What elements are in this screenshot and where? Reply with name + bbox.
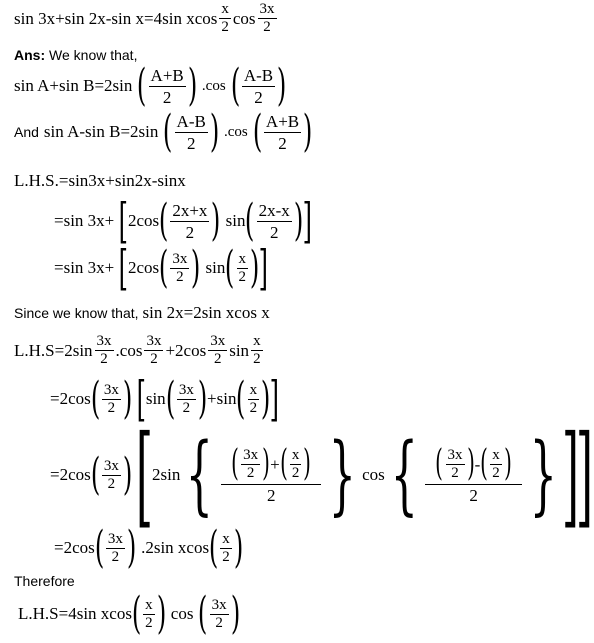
left-paren: ( (165, 373, 175, 424)
step-mid: .2sin xcos (141, 538, 210, 557)
left-paren: ( (208, 522, 219, 573)
numerator (221, 443, 321, 485)
identity-mid: .cos (201, 77, 226, 94)
left-paren: ( (90, 449, 101, 500)
right-paren: ) (122, 449, 133, 500)
left-bracket: [ (118, 193, 129, 249)
and-word: And (14, 124, 39, 140)
final-prefix: L.H.S=4sin xcos (18, 604, 132, 623)
step-prefix: L.H.S=2sin (14, 340, 93, 360)
identity-lhs: sin A-sin B=2sin (43, 122, 159, 141)
numerator: 3x (211, 596, 227, 613)
numerator: 3x (447, 446, 463, 463)
denominator: 2 (222, 548, 230, 565)
left-paren: ( (198, 588, 208, 639)
fraction (208, 334, 227, 367)
numerator: A+B (265, 111, 300, 131)
step-prefix: =sin 3x+ (54, 258, 115, 277)
denominator: 2 (107, 399, 116, 416)
cos-term: 2cos (128, 258, 160, 277)
left-bracket: [ (136, 371, 147, 427)
denominator: 2 (100, 351, 108, 367)
fraction (446, 448, 465, 481)
problem-statement (14, 2, 279, 35)
right-paren: ) (156, 588, 166, 639)
right-paren: ) (303, 443, 312, 484)
denominator: 2 (253, 351, 261, 367)
right-bracket: ] (302, 193, 313, 249)
sin-term: sin (145, 389, 166, 408)
right-paren: ) (276, 60, 287, 111)
therefore-text: Therefore (14, 573, 75, 589)
numerator: A-B (243, 65, 274, 85)
denominator: 2 (145, 614, 153, 631)
numerator: 2x+x (172, 200, 208, 220)
big-fraction (425, 443, 521, 505)
right-paren: ) (197, 373, 208, 424)
numerator: 3x (178, 381, 194, 398)
denominator: 2 (111, 548, 120, 565)
numerator: 3x (172, 250, 188, 267)
left-paren: ( (131, 588, 142, 639)
right-paren: ) (211, 195, 221, 246)
fraction (248, 383, 260, 416)
lhs-definition: L.H.S.=sin3x+sin2x-sinx (14, 171, 186, 190)
right-paren: ) (260, 373, 271, 424)
fraction (177, 383, 196, 416)
step-mid: +2cos (165, 340, 207, 360)
fraction (237, 252, 249, 285)
right-paren: ) (187, 60, 198, 111)
fraction (251, 334, 263, 367)
left-paren: ( (159, 195, 169, 246)
numerator: 3x (103, 381, 119, 398)
right-paren: ) (126, 522, 137, 573)
right-paren: ) (262, 443, 271, 484)
left-paren: ( (94, 522, 105, 573)
fraction (210, 598, 229, 631)
step-6 (54, 522, 244, 573)
denominator: 2 (291, 464, 300, 481)
sin-term: 2sin (152, 465, 181, 484)
step-prefix: =sin 3x+ (54, 211, 115, 230)
numerator: 3x (146, 333, 162, 349)
left-bracket: [ (135, 411, 154, 539)
fraction (220, 532, 232, 565)
fraction (170, 202, 209, 241)
right-bracket: ] (561, 411, 579, 539)
left-paren: ( (435, 443, 444, 484)
identity-difference (14, 106, 313, 157)
step-mid: .cos (115, 340, 143, 360)
denominator: 2 (254, 87, 263, 107)
problem-mid: cos (232, 8, 256, 28)
identity-sum (14, 60, 287, 111)
step-prefix: =2cos (50, 389, 91, 408)
step-5 (50, 411, 594, 539)
left-bracket: [ (118, 240, 129, 296)
denominator: 2 (150, 351, 158, 367)
right-paren: ) (209, 106, 220, 157)
sin-term: sin (205, 258, 226, 277)
right-bracket: ] (576, 411, 594, 539)
right-paren: ) (249, 242, 260, 293)
denominator: 2 (182, 399, 191, 416)
cos-term: 2cos (128, 211, 160, 230)
right-brace: } (529, 425, 557, 525)
identity-lhs: sin A+sin B=2sin (14, 76, 133, 95)
fraction (144, 334, 163, 367)
fraction (258, 2, 277, 35)
fraction (149, 67, 186, 106)
numerator: x (249, 381, 258, 398)
numerator: A+B (150, 65, 184, 85)
plus-sign: + (270, 454, 280, 474)
identity-mid: .cos (224, 123, 248, 140)
numerator: x (492, 446, 500, 463)
right-paren: ) (233, 522, 244, 573)
fraction (490, 448, 502, 481)
denominator: 2 (246, 464, 255, 481)
problem-lhs: sin 3x+sin 2x-sin x=4sin xcos (14, 8, 218, 28)
step-prefix: =2cos (54, 538, 95, 557)
right-paren: ) (122, 373, 133, 424)
fraction (143, 598, 155, 631)
right-paren: ) (466, 443, 475, 484)
cos-term: cos (362, 465, 385, 484)
numerator: A-B (176, 111, 206, 131)
left-brace: { (390, 425, 418, 525)
denominator: 2 (263, 19, 271, 35)
denominator: 2 (469, 486, 478, 505)
numerator: x (238, 250, 247, 267)
fraction (95, 334, 114, 367)
numerator: x (221, 1, 229, 17)
right-paren: ) (230, 588, 240, 639)
left-paren: ( (137, 60, 147, 111)
denominator: 2 (213, 351, 222, 367)
left-paren: ( (230, 60, 240, 111)
answer-label: Ans: (14, 47, 46, 63)
denominator: 2 (215, 614, 223, 631)
double-angle-formula: sin 2x=2sin xcos x (142, 303, 270, 322)
step-4 (50, 371, 280, 427)
left-paren: ( (163, 106, 173, 157)
fraction (102, 383, 121, 416)
left-paren: ( (159, 242, 169, 293)
answer-intro (14, 47, 137, 63)
numerator: 3x (210, 333, 226, 349)
numerator (425, 443, 521, 485)
sin-term: sin (225, 211, 246, 230)
numerator: 3x (103, 457, 119, 474)
denominator: 2 (162, 87, 172, 107)
denominator: 2 (238, 268, 247, 285)
denominator: 2 (107, 475, 116, 492)
denominator: 2 (266, 486, 276, 505)
fraction (290, 448, 302, 481)
numerator: 3x (259, 1, 275, 17)
numerator: 2x-x (258, 200, 290, 220)
since-line (14, 303, 270, 323)
numerator: x (253, 333, 261, 349)
denominator: 2 (249, 399, 258, 416)
left-paren: ( (236, 373, 246, 424)
step-prefix: =2cos (50, 465, 91, 484)
fraction (175, 113, 208, 152)
step-mid: sin (229, 340, 250, 360)
fraction (102, 459, 121, 492)
fraction (241, 448, 260, 481)
fraction (170, 252, 189, 285)
step-1 (54, 193, 313, 249)
right-bracket: ] (258, 240, 269, 296)
denominator: 2 (176, 268, 184, 285)
right-paren: ) (293, 195, 304, 246)
denominator: 2 (185, 222, 195, 242)
fraction (264, 113, 301, 152)
right-paren: ) (191, 242, 201, 293)
answer-text: We know that, (49, 47, 138, 63)
left-paren: ( (480, 443, 489, 484)
numerator: 3x (107, 530, 123, 547)
denominator: 2 (186, 133, 196, 153)
denominator: 2 (451, 464, 459, 481)
right-paren: ) (503, 443, 512, 484)
left-paren: ( (252, 106, 263, 157)
numerator: x (291, 446, 300, 463)
fraction (106, 532, 125, 565)
left-paren: ( (90, 373, 101, 424)
left-brace: { (186, 425, 214, 525)
denominator: 2 (221, 19, 229, 35)
final-result (18, 588, 240, 639)
numerator: 3x (243, 446, 259, 463)
left-paren: ( (245, 195, 255, 246)
right-paren: ) (302, 106, 313, 157)
step-2 (54, 240, 269, 296)
since-text: Since we know that, (14, 305, 139, 321)
step-3 (14, 334, 265, 367)
left-paren: ( (279, 443, 288, 484)
final-mid: cos (170, 604, 194, 623)
sin-term: +sin (207, 389, 237, 408)
fraction (219, 2, 231, 35)
right-brace: } (329, 425, 357, 525)
minus-sign: - (474, 454, 481, 474)
big-fraction (221, 443, 321, 505)
denominator: 2 (492, 464, 500, 481)
left-paren: ( (225, 242, 235, 293)
fraction (242, 67, 275, 106)
numerator: 3x (96, 333, 112, 349)
left-paren: ( (231, 443, 239, 484)
denominator: 2 (278, 133, 287, 153)
denominator: 2 (269, 222, 279, 242)
numerator: x (145, 596, 153, 613)
right-bracket: ] (269, 371, 280, 427)
numerator: x (222, 530, 230, 547)
fraction (257, 202, 292, 241)
